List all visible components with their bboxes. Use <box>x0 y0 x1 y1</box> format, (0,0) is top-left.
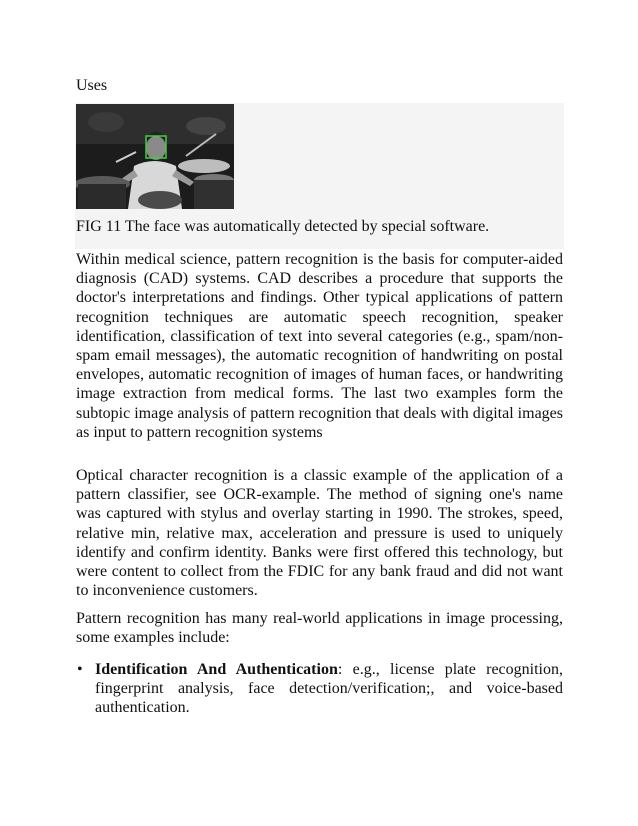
paragraph-image-processing-intro: Pattern recognition has many real-world applications in image processing, some examples include: <box>76 610 563 647</box>
drummer-image <box>76 104 234 209</box>
list-item-text: : e.g., license plate recognition, fingerprint analysis, face detection/verification;, and voice-based authentication. <box>95 661 563 717</box>
bullet-icon: • <box>77 661 83 678</box>
list-item-title: Identification And Authentication <box>95 661 338 678</box>
face-detection-photo <box>76 104 234 209</box>
figure-caption: FIG 11 The face was automatically detected by special software. <box>76 218 490 235</box>
section-heading: Uses <box>76 77 108 94</box>
applications-list <box>76 660 563 718</box>
paragraph-ocr: Optical character recognition is a classic example of the application of a pattern classifier, see OCR-example. The method of signing one's name was captured with stylus and overlay starting in 1990. The strokes, speed, relative min, relative max, acceleration and pressure is used to uniquely identify and confirm identity. Banks were first offered this technology, but were content to collect from the FDIC for any bank fraud and did not want to inconvenience customers. <box>76 467 563 600</box>
list-item <box>76 660 563 718</box>
paragraph-medical-applications: Within medical science, pattern recognition is the basis for computer-aided diagnosis (CAD) systems. CAD describes a procedure that supports the doctor's interpretations and findings. Other typical applications of pattern recognition techniques are automatic speech recognition, speaker identification, classification of text into several categories (e.g., spam/non-spam email messages), the automatic recognition of handwriting on postal envelopes, automatic recognition of images of human faces, or handwriting image extraction from medical forms. The last two examples form the subtopic image analysis of pattern recognition that deals with digital images as input to pattern recognition systems <box>76 251 563 441</box>
